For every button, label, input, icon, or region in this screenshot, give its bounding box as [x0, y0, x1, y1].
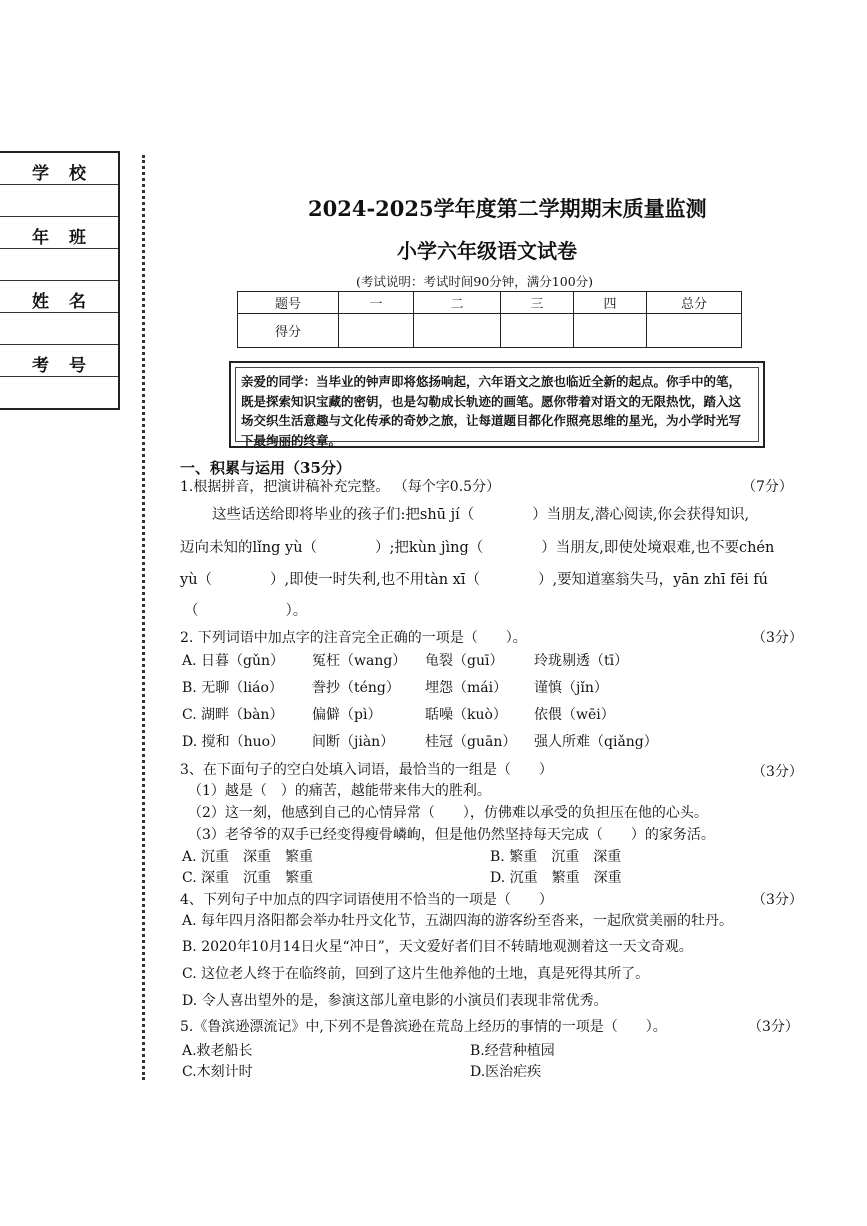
info-row-school	[0, 153, 118, 185]
option-cell: 龟裂（guī）	[425, 653, 504, 669]
option-cell: 依偎（wēi）	[534, 707, 615, 723]
option-cell: 冤枉（wang）	[312, 653, 407, 669]
question-1-line: （ ）。	[184, 603, 308, 619]
page-title: 2024-2025学年度第二学期期末质量监测	[308, 196, 707, 221]
score-row-label: 得分	[238, 314, 339, 348]
option-cell: 间断（jiàn）	[312, 734, 395, 750]
score-table-header	[238, 292, 742, 314]
question-1-points: （7分）	[742, 479, 793, 495]
option-cell: 强人所难（qiǎng）	[534, 734, 658, 750]
option-text: D.医治疟疾	[470, 1064, 542, 1080]
question-1-stem: 1.根据拼音，把演讲稿补充完整。 （每个字0.5分）	[180, 479, 501, 495]
option-cell: 聒噪（kuò）	[425, 707, 507, 723]
section-title: 一、积累与运用（35分）	[180, 459, 351, 477]
question-3-sentence: （2）这一刻，他感到自己的心情异常（ ），仿佛难以承受的负担压在他的心头。	[188, 805, 708, 821]
score-header-cell: 四	[574, 292, 647, 314]
score-header-cell: 二	[414, 292, 501, 314]
option-text: D. 沉重 繁重 深重	[490, 870, 622, 886]
question-3-stem: 3、在下面句子的空白处填入词语，最恰当的一组是（ ）	[180, 762, 553, 778]
option-cell: 埋怨（mái）	[425, 680, 508, 696]
option-cell: B. 无聊（liáo）	[182, 680, 283, 696]
question-2-stem: 2. 下列词语中加点字的注音完全正确的一项是（ ）。	[180, 630, 527, 646]
greeting-box	[229, 361, 765, 448]
option-cell: D. 搅和（huo）	[182, 734, 285, 750]
greeting-text: 亲爱的同学：当毕业的钟声即将悠扬响起，六年语文之旅也临近全新的起点。你手中的笔，既是探索知识宝藏的密钥，也是勾勒成长轨迹的画笔。愿你带着对语文的无限热忱，踏入这场交织生活意趣与文化传承的奇妙之旅，让每道题目都化作照亮思维的星光，为小学时光写下最绚丽的终章。	[235, 367, 759, 442]
option-text: A. 沉重 深重 繁重	[182, 849, 314, 865]
score-cell[interactable]	[574, 314, 647, 348]
question-4-points: （3分）	[752, 892, 803, 908]
info-field-class[interactable]	[0, 249, 118, 281]
option-text: B. 繁重 沉重 深重	[490, 849, 622, 865]
option-cell: 谨慎（jǐn）	[534, 680, 608, 696]
page-subtitle: 小学六年级语文试卷	[397, 239, 577, 263]
question-4-stem: 4、下列句子中加点的四字词语使用不恰当的一项是（ ）	[180, 892, 553, 908]
info-row-exam-id	[0, 345, 118, 377]
option-text: C. 深重 沉重 繁重	[182, 870, 314, 886]
score-header-cell: 一	[339, 292, 414, 314]
question-3-sentence: （3）老爷爷的双手已经变得瘦骨嶙峋，但是他仍然坚持每天完成（ ）的家务活。	[188, 827, 715, 843]
score-table	[237, 291, 742, 348]
score-header-cell: 总分	[647, 292, 742, 314]
info-label: 年班	[32, 228, 106, 248]
score-header-cell: 三	[501, 292, 574, 314]
score-cell[interactable]	[339, 314, 414, 348]
question-5-stem: 5.《鲁滨逊漂流记》中,下列不是鲁滨逊在荒岛上经历的事情的一项是（ ）。	[180, 1019, 667, 1035]
option-text: B.经营种植园	[470, 1043, 555, 1059]
option-cell: 桂冠（guān）	[425, 734, 517, 750]
score-table-row	[238, 314, 742, 348]
question-3-sentence: （1）越是（ ）的痛苦，越能带来伟大的胜利。	[188, 783, 491, 799]
option-cell: 玲珑剔透（tī）	[534, 653, 629, 669]
option-cell: C. 湖畔（bàn）	[182, 707, 284, 723]
option-cell: 誊抄（téng）	[312, 680, 400, 696]
question-1-line: 这些话送给即将毕业的孩子们:把shū jí（ ）当朋友,潜心阅读,你会获得知识,	[212, 507, 750, 523]
question-2-points: （3分）	[752, 630, 803, 646]
option-text: B. 2020年10月14日火星“冲日”，天文爱好者们目不转睛地观测着这一天文奇观。	[182, 939, 693, 955]
option-text: A. 每年四月洛阳都会举办牡丹文化节，五湖四海的游客纷至沓来，一起欣赏美丽的牡丹。	[182, 913, 734, 929]
info-label: 考号	[32, 356, 106, 376]
option-cell: 偏僻（pì）	[312, 707, 382, 723]
exam-note: (考试说明：考试时间90分钟，满分100分)	[356, 274, 594, 289]
option-cell: A. 日暮（gǔn）	[182, 653, 285, 669]
info-field-name[interactable]	[0, 313, 118, 345]
info-row-name	[0, 281, 118, 313]
score-cell[interactable]	[501, 314, 574, 348]
option-text: C.木刻计时	[182, 1064, 253, 1080]
question-5-points: （3分）	[748, 1019, 799, 1035]
info-field-school[interactable]	[0, 185, 118, 217]
info-field-exam-id[interactable]	[0, 377, 118, 408]
option-text: C. 这位老人终于在临终前，回到了这片生他养他的土地，真是死得其所了。	[182, 966, 650, 982]
question-1-line: yù（ ）,即使一时失利,也不用tàn xī（ ）,要知道塞翁失马，yān zhī fēi fú	[180, 572, 768, 588]
score-cell[interactable]	[647, 314, 742, 348]
score-header-cell: 题号	[238, 292, 339, 314]
info-label: 姓名	[32, 292, 106, 312]
question-1-line: 迈向未知的lǐng yù（ ）;把kùn jìng（ ）当朋友,即使处境艰难,也不要chén	[180, 540, 775, 556]
score-cell[interactable]	[414, 314, 501, 348]
option-text: D. 令人喜出望外的是，参演这部儿童电影的小演员们表现非常优秀。	[182, 993, 608, 1009]
student-info-box	[0, 151, 120, 410]
option-text: A.救老船长	[182, 1043, 253, 1059]
question-3-points: （3分）	[752, 764, 803, 780]
info-row-class	[0, 217, 118, 249]
info-label: 学校	[32, 164, 106, 184]
binding-line	[142, 155, 145, 1080]
